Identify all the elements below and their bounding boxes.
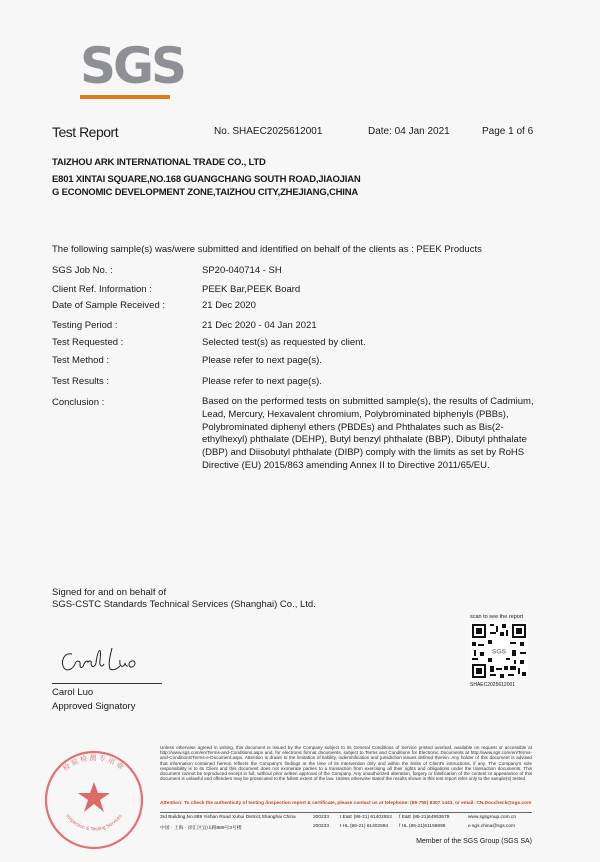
stamp-ring-text: 检验检测专用章: [61, 754, 127, 773]
phone-hl: t HL (86-21) 61402594: [340, 824, 389, 829]
field-label: SGS Job No. :: [52, 265, 113, 276]
field-label: Testing Period :: [52, 320, 118, 331]
report-date: Date: 04 Jan 2021: [368, 126, 450, 137]
company-name: SGS-CSTC Standards Technical Services (Shanghai) Co., Ltd.: [52, 599, 316, 610]
official-stamp: [38, 742, 150, 854]
client-address-line2: G ECONOMIC DEVELOPMENT ZONE,TAIZHOU CITY,ZHEJIANG,CHINA: [52, 187, 359, 198]
signatory-role: Approved Signatory: [52, 701, 136, 712]
postcode: 200233: [313, 824, 330, 829]
logo-orange-bar: [80, 95, 170, 99]
client-name: TAIZHOU ARK INTERNATIONAL TRADE CO., LTD: [52, 157, 266, 168]
field-value: SP20-040714 - SH: [202, 265, 282, 276]
postcode: 200233: [313, 815, 330, 820]
svg-text:Inspection & Testing Services: [64, 813, 123, 832]
fax-hl: f HL (86-21)61156899: [399, 824, 446, 829]
report-number: No. SHAEC2025612001: [214, 126, 323, 137]
website-link[interactable]: www.sgsgroup.com.cn: [468, 815, 516, 820]
stamp-sub-text: Inspection & Testing Services: [64, 813, 124, 833]
field-value: 21 Dec 2020 - 04 Jan 2021: [202, 320, 317, 331]
sgs-logo: [80, 37, 185, 98]
handwritten-signature: [58, 642, 148, 678]
client-address-line1: E801 XINTAI SQUARE,NO.168 GUANGCHANG SOUTH ROAD,JIAOJIAN: [52, 174, 361, 185]
office-address-en: 3rd Building,No.889 Yishan Road Xuhui District,Shanghai China: [160, 815, 296, 820]
footer-divider: [160, 812, 532, 813]
terms-fine-print: Unless otherwise agreed in writing, this document is issued by the Company subject to its General Conditions of Service printed overleaf, available on request or accessible at http://www.sgs.com/en/Terms-and-Conditions.aspx and, for electronic format documents, subject to Terms and Conditions for Electronic Documents at http://www.sgs.com/en/Terms-and-Conditions/Terms-e-Document.aspx. Attention is drawn to the limitation of liability, indemnification and jurisdiction issues defined therein. Any holder of this document is advised that information contained hereon reflects the Company's findings at the time of its intervention only and within the limits of Client's instructions, if any. The Company's sole responsibility is to its Client and this document does not exonerate parties to a transaction from exercising all their rights and obligations under the transaction documents. This document cannot be reproduced except in full, without prior written approval of the Company. Any unauthorized alteration, forgery or falsification of the content or appearance of this document is unlawful and offenders may be prosecuted to the fullest extent of the law. Unless otherwise stated the results shown in this test report refer only to the sample(s) tested.: [160, 745, 532, 782]
field-value: PEEK Bar,PEEK Board: [202, 284, 301, 295]
logo-text: SGS: [80, 37, 185, 95]
email-link[interactable]: e sgs.china@sgs.com: [468, 824, 515, 829]
qr-report-code: SHAEC2025612001: [470, 682, 516, 688]
report-title: Test Report: [52, 124, 119, 140]
phone-ee: t E&E (86-21) 61402553: [340, 815, 392, 820]
qr-caption: scan to see the report: [470, 614, 524, 620]
conclusion-text: Based on the performed tests on submitted sample(s), the results of Cadmium, Lead, Mercury, Hexavalent chromium, Polybrominated biphenyls (PBBs), Polybrominated diphenyl ethers (PBDEs) and Phthalates such as Bis(2-ethylhexyl) phthalate (DEHP), Butyl benzyl phthalate (BBP), Dibutyl phthalate (DBP) and Diisobutyl phthalate (DIBP) comply with the limits as set by RoHS Directive (EU) 2015/863 amending Annex II to Directive 2011/65/EU.: [202, 396, 534, 471]
svg-text:检验检测专用章: [61, 753, 127, 773]
intro-statement: The following sample(s) was/were submitted and identified on behalf of the clients as : PEEK Products: [52, 244, 482, 255]
authenticity-notice: Attention: To check the authenticity of testing /inspection report & certificate, please contact us at telephone: (86-755) 8307 1443, or email: CN.Doccheck@sgs.com: [160, 801, 532, 806]
field-label: Test Method :: [52, 355, 110, 366]
svg-text:SGS: SGS: [491, 648, 507, 656]
page-indicator: Page 1 of 6: [482, 126, 534, 137]
fax-ee: f E&E (86-21)64953679: [399, 815, 450, 820]
signature-line: [52, 683, 162, 684]
sgs-group-membership: Member of the SGS Group (SGS SA): [416, 838, 532, 845]
qr-code-icon[interactable]: [470, 622, 528, 680]
field-label: Date of Sample Received :: [52, 300, 166, 311]
office-address-cn: 中国 · 上海 · 徐汇区宜山路889号3号楼: [160, 826, 242, 831]
field-label: Test Results :: [52, 376, 110, 387]
signed-on-behalf: Signed for and on behalf of: [52, 587, 167, 598]
field-value: Please refer to next page(s).: [202, 376, 322, 387]
field-label: Client Ref. Information :: [52, 284, 152, 295]
signature-text: Carol Luo: [58, 677, 63, 678]
field-label: Conclusion :: [52, 397, 105, 408]
signatory-name: Carol Luo: [52, 687, 94, 698]
field-value: 21 Dec 2020: [202, 300, 256, 311]
field-value: Selected test(s) as requested by client.: [202, 337, 366, 348]
field-value: Please refer to next page(s).: [202, 355, 322, 366]
field-label: Test Requested :: [52, 337, 124, 348]
